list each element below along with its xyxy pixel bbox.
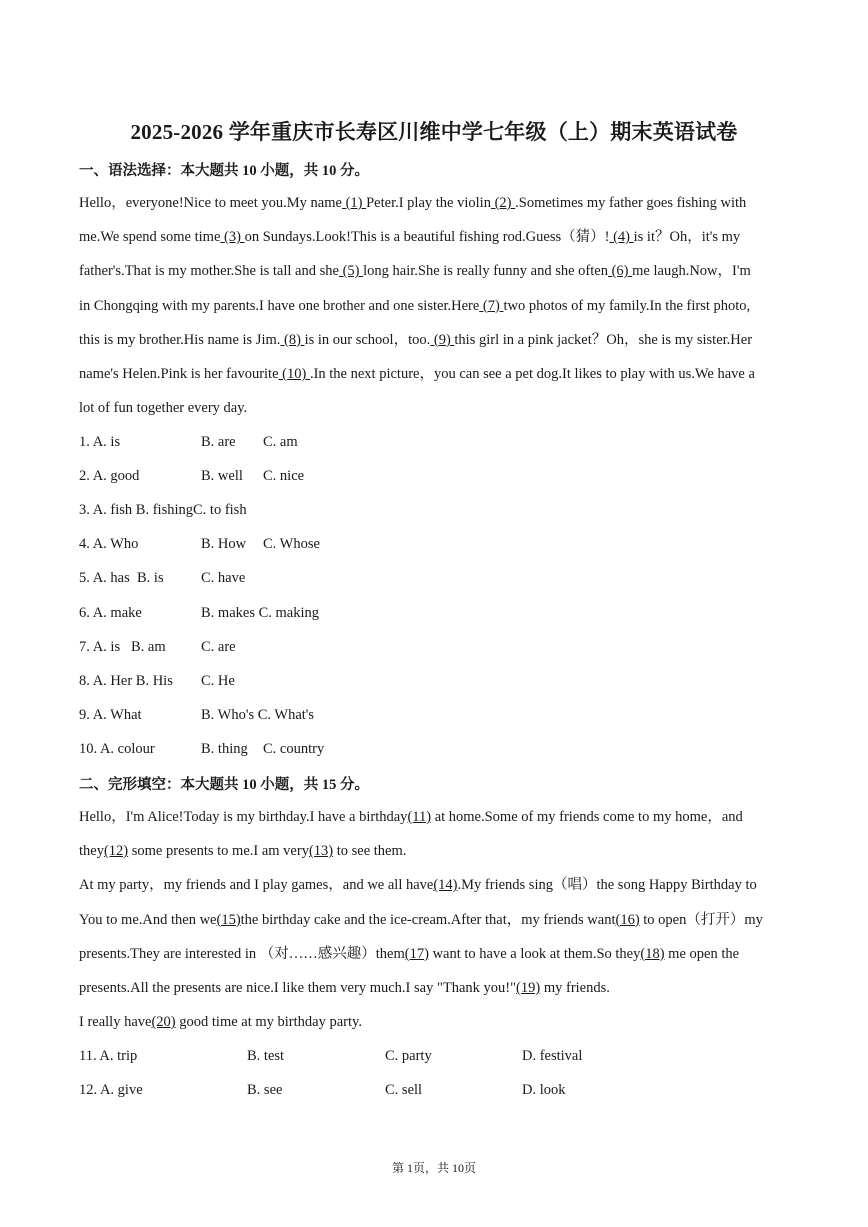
section2-passage-line xyxy=(79,841,791,861)
passage-text: lot of fun together every day. xyxy=(79,400,248,417)
blank-number: (1) xyxy=(341,195,367,211)
blank-number: (20) xyxy=(151,1014,176,1031)
blank-number: (7) xyxy=(479,297,504,314)
section2-passage-line-text xyxy=(79,843,406,859)
section2-passage-line xyxy=(79,978,791,998)
question-6-option-text: 6. A. make xyxy=(79,604,142,621)
blank-number: (13) xyxy=(308,843,334,860)
question-1-option-text: 1. A. is xyxy=(79,434,121,450)
question-3-option-text: 3. A. fish B. fishingC. to fish xyxy=(79,502,247,519)
section1-passage-line-text xyxy=(79,298,750,314)
passage-text: some presents to me.I am very xyxy=(128,843,309,860)
question-2-option-text: B. well xyxy=(201,468,243,485)
blank-number: (14) xyxy=(433,877,458,894)
question-10-option-text: C. country xyxy=(263,740,325,757)
section2-passage-line-text xyxy=(79,980,610,996)
blank-number: (19) xyxy=(516,980,541,996)
section1-heading: 一、语法选择：本大题共 10 小题，共 10 分。 xyxy=(79,163,369,179)
section2-passage-line-text xyxy=(79,946,739,962)
section1-passage-line-text xyxy=(79,332,752,348)
section1-passage-line-text xyxy=(79,195,746,211)
passage-text: .In the next picture，you can see a pet dog.It likes to play with us.We have a xyxy=(309,366,755,382)
question-8-option-text: C. He xyxy=(201,672,235,689)
passage-text: me open the xyxy=(664,945,740,962)
section1-passage-line xyxy=(79,193,791,213)
passage-text: to open（打开）my xyxy=(639,911,763,928)
section2-passage-line-text xyxy=(79,1014,362,1030)
section1-passage-line xyxy=(79,296,791,316)
question-12-option-c: C. sell xyxy=(385,1082,423,1099)
passage-text: Hello，everyone!Nice to meet you.My name xyxy=(79,195,342,211)
passage-text: to see them. xyxy=(333,843,407,860)
question-4-option-text: B. How xyxy=(201,536,247,553)
question-10-option-text: 10. A. colour xyxy=(79,740,155,757)
question-5-option-text: 5. A. has B. is xyxy=(79,570,164,587)
section1-passage-line xyxy=(79,330,791,350)
question-11-option-a: 11. A. trip xyxy=(79,1048,138,1064)
passage-text: Hello，I'm Alice!Today is my birthday.I have a birthday xyxy=(79,809,408,825)
blank-number: (15) xyxy=(216,911,241,928)
question-9-option-text: B. Who's C. What's xyxy=(201,706,315,723)
section1-passage-line-text xyxy=(79,229,740,245)
section2-passage-line xyxy=(79,910,791,930)
question-10-option-text: B. thing xyxy=(201,740,248,757)
section1-passage-line-text xyxy=(79,263,751,279)
passage-text: the birthday cake and the ice-cream.After that，my friends want xyxy=(240,911,616,928)
blank-number: (12) xyxy=(103,843,129,860)
question-7-option-text: 7. A. is B. am xyxy=(79,638,166,655)
passage-text: my friends. xyxy=(540,980,610,996)
question-11-option-c: C. party xyxy=(385,1048,432,1064)
question-2-option-text: 2. A. good xyxy=(79,468,140,485)
section2-passage-line xyxy=(79,875,791,895)
blank-number: (4) xyxy=(609,229,634,246)
passage-text: me laugh.Now，I'm xyxy=(632,263,751,280)
passage-text: this is my brother.His name is Jim. xyxy=(79,331,281,348)
section1-passage-line xyxy=(79,227,791,247)
question-4-option-text: C. Whose xyxy=(263,536,320,553)
section2-passage-line xyxy=(79,1012,791,1032)
passage-text: You to me.And then we xyxy=(79,911,217,928)
question-6-option-text: B. makes C. making xyxy=(201,604,320,621)
passage-text: .My friends sing（唱）the song Happy Birthday to xyxy=(457,877,757,894)
passage-text: want to have a look at them.So they xyxy=(428,945,641,962)
passage-text: father's.That is my mother.She is tall and she xyxy=(79,263,339,280)
blank-number: (11) xyxy=(407,809,432,825)
blank-number: (9) xyxy=(430,331,455,348)
passage-text: Peter.I play the violin xyxy=(366,195,491,211)
blank-number: (16) xyxy=(615,911,640,928)
question-12-option-b: B. see xyxy=(247,1082,283,1099)
passage-text: good time at my birthday party. xyxy=(175,1014,362,1031)
section1-passage-line xyxy=(79,364,791,384)
blank-number: (3) xyxy=(220,229,245,246)
passage-text: they xyxy=(79,843,104,860)
section1-passage-line xyxy=(79,261,791,281)
blank-number: (5) xyxy=(338,263,364,280)
question-11-option-b: B. test xyxy=(247,1048,285,1064)
passage-text: presents.They are interested in （对……感兴趣）them xyxy=(79,945,405,962)
question-11-option-d: D. festival xyxy=(522,1048,583,1064)
section2-passage-line-text xyxy=(79,809,743,825)
blank-number: (8) xyxy=(280,331,305,348)
section2-passage-line-text xyxy=(79,877,757,893)
section2-passage-line xyxy=(79,944,791,964)
passage-text: two photos of my family.In the first photo, xyxy=(503,297,751,314)
section1-passage-line xyxy=(79,398,791,418)
exam-title: 2025-2026 学年重庆市长寿区川维中学七年级（上）期末英语试卷 xyxy=(130,120,738,144)
passage-text: At my party，my friends and I play games，and we all have xyxy=(79,877,434,894)
section1-passage-line-text xyxy=(79,400,247,416)
passage-text: this girl in a pink jacket？Oh，she is my sister.Her xyxy=(454,331,753,348)
passage-text: is it？Oh，it's my xyxy=(633,229,741,246)
question-9-option-text: 9. A. What xyxy=(79,706,142,723)
section2-passage-line-text xyxy=(79,912,763,928)
blank-number: (18) xyxy=(640,945,665,962)
passage-text: at home.Some of my friends come to my home，and xyxy=(431,809,743,825)
section1-passage-line-text xyxy=(79,366,755,382)
passage-text: I really have xyxy=(79,1014,152,1031)
passage-text: long hair.She is really funny and she often xyxy=(363,263,608,280)
question-12-option-d: D. look xyxy=(522,1082,566,1099)
blank-number: (10) xyxy=(278,366,310,382)
question-4-option-text: 4. A. Who xyxy=(79,536,139,553)
question-1-option-text: C. am xyxy=(263,434,298,450)
section2-heading: 二、完形填空：本大题共 10 小题，共 15 分。 xyxy=(79,777,369,793)
question-7-option-text: C. are xyxy=(201,638,236,655)
question-12-option-a: 12. A. give xyxy=(79,1082,143,1099)
passage-text: on Sundays.Look!This is a beautiful fishing rod.Guess（猜）! xyxy=(244,229,610,246)
passage-text: is in our school，too. xyxy=(304,331,431,348)
blank-number: (2) xyxy=(490,195,516,211)
question-1-option-text: B. are xyxy=(201,434,236,450)
section2-passage-line xyxy=(79,807,791,827)
blank-number: (6) xyxy=(607,263,633,280)
blank-number: (17) xyxy=(404,945,429,962)
passage-text: in Chongqing with my parents.I have one brother and one sister.Here xyxy=(79,297,480,314)
passage-text: name's Helen.Pink is her favourite xyxy=(79,366,279,382)
question-8-option-text: 8. A. Her B. His xyxy=(79,672,173,689)
question-5-option-text: C. have xyxy=(201,570,246,587)
passage-text: me.We spend some time xyxy=(79,229,221,246)
passage-text: presents.All the presents are nice.I like them very much.I say "Thank you!" xyxy=(79,980,517,996)
question-2-option-text: C. nice xyxy=(263,468,305,485)
page-footer: 第 1页，共 10页 xyxy=(391,1161,476,1175)
passage-text: .Sometimes my father goes fishing with xyxy=(515,195,747,211)
